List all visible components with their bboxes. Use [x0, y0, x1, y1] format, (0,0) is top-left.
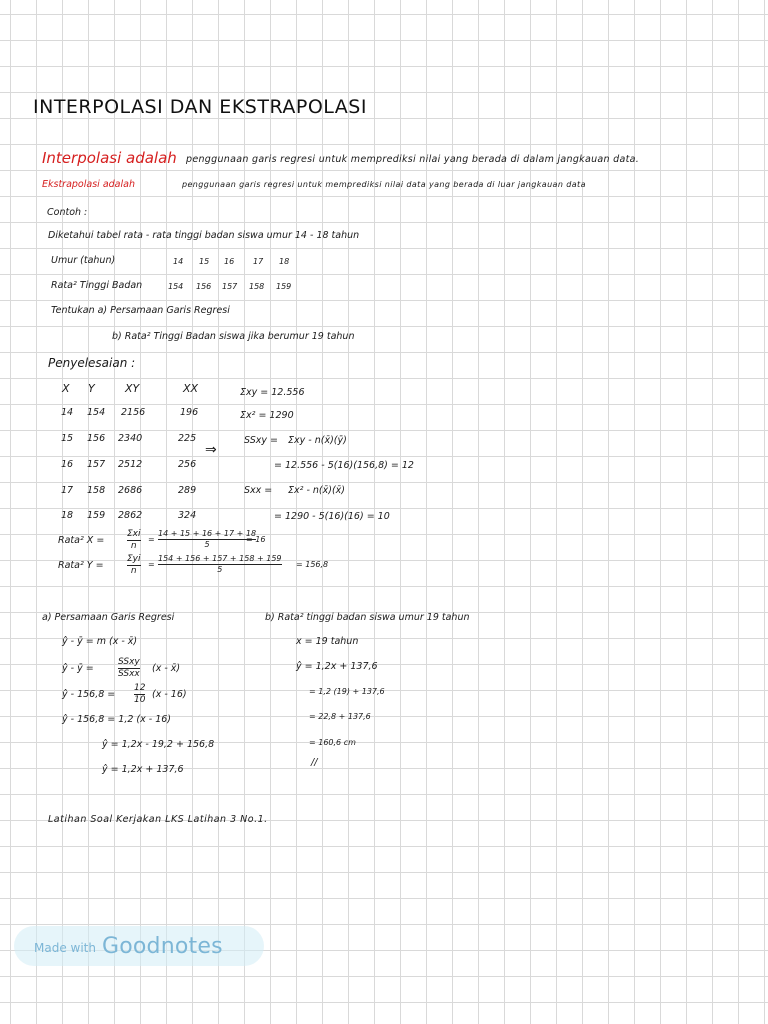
calc-cell: 324: [178, 510, 197, 521]
ssxy-sxx-fraction: [118, 658, 140, 679]
tentukan-a: Tentukan a) Persamaan Garis Regresi: [51, 305, 230, 316]
part-b-line: x = 19 tahun: [296, 636, 359, 647]
calc-cell: 157: [87, 459, 106, 470]
rata-y-result: = 156,8: [296, 560, 329, 569]
calc-cell: 2862: [118, 510, 143, 521]
numerator: 154 + 156 + 157 + 158 + 159: [158, 554, 282, 563]
calc-cell: 2156: [121, 407, 146, 418]
sxx-value: = 1290 - 5(16)(16) = 10: [274, 511, 390, 522]
part-b-line: = 22,8 + 137,6: [309, 712, 371, 721]
penyelesaian-label: Penyelesaian :: [48, 356, 136, 370]
diketahui-text: Diketahui tabel rata - rata tinggi badan siswa umur 14 - 18 tahun: [48, 230, 360, 241]
rata-x-result: = 16: [246, 535, 266, 544]
part-a-line: (x - x̄): [152, 663, 181, 674]
part-b-line: = 160,6 cm: [309, 738, 356, 747]
part-a-line: ŷ - 156,8 = 1,2 (x - 16): [62, 714, 172, 725]
calc-cell: 158: [87, 485, 106, 496]
badge-small-text: Made with: [34, 941, 96, 955]
umur-value: 15: [199, 257, 210, 266]
interpolasi-text: penggunaan garis regresi untuk memprediksi nilai yang berada di dalam jangkauan data.: [186, 154, 640, 165]
tinggi-value: 156: [196, 282, 212, 291]
calc-cell: 156: [87, 433, 106, 444]
tinggi-label: Rata² Tinggi Badan: [51, 280, 143, 291]
denominator: 5: [204, 540, 210, 549]
rata-x-sum-fraction: [158, 530, 256, 549]
calc-header: XX: [183, 382, 199, 395]
implies-arrow: ⇒: [205, 442, 217, 458]
rata-x-fraction: [127, 530, 141, 551]
equals-sign: =: [148, 535, 155, 544]
denominator: n: [130, 541, 137, 551]
part-a-line: ŷ - ȳ = m (x - x̄): [62, 636, 138, 647]
umur-value: 18: [279, 257, 290, 266]
calc-cell: 289: [178, 485, 197, 496]
denominator: 5: [217, 565, 223, 574]
calc-cell: 225: [178, 433, 197, 444]
calc-cell: 16: [61, 459, 74, 470]
part-b-heading: b) Rata² tinggi badan siswa umur 19 tahun: [265, 612, 470, 623]
part-a-line: (x - 16): [152, 689, 187, 700]
numerator: Σxi: [127, 529, 141, 539]
numerator: 12: [134, 683, 146, 693]
denominator: SSxx: [118, 669, 140, 679]
sum-x2: Σx² = 1290: [240, 410, 294, 421]
equals-sign: =: [148, 560, 155, 569]
calc-header: Y: [88, 382, 95, 395]
rata-y-fraction: [127, 555, 141, 576]
latihan-text: Latihan Soal Kerjakan LKS Latihan 3 No.1.: [48, 814, 268, 825]
sxx-label: Sxx =: [244, 485, 273, 496]
rata-x-label: Rata² X =: [58, 535, 105, 546]
page-title: INTERPOLASI DAN EKSTRAPOLASI: [33, 96, 367, 118]
tentukan-b: b) Rata² Tinggi Badan siswa jika berumur 19 tahun: [112, 331, 355, 342]
part-a-line: ŷ - 156,8 =: [62, 689, 116, 700]
numerator: Σyi: [127, 554, 141, 564]
denominator: 10: [134, 695, 146, 705]
slope-fraction: [134, 684, 145, 705]
calc-cell: 159: [87, 510, 106, 521]
goodnotes-badge: [14, 926, 264, 966]
rata-y-label: Rata² Y =: [58, 560, 104, 571]
calc-cell: 154: [87, 407, 106, 418]
tinggi-value: 157: [222, 282, 238, 291]
contoh-label: Contoh :: [47, 207, 88, 218]
calc-cell: 14: [61, 407, 74, 418]
calc-cell: 17: [61, 485, 74, 496]
calc-cell: 256: [178, 459, 197, 470]
numerator: 14 + 15 + 16 + 17 + 18: [158, 529, 257, 538]
ssxy-formula: Σxy - n(x̄)(ȳ): [288, 435, 347, 446]
tinggi-value: 159: [276, 282, 292, 291]
calc-cell: 18: [61, 510, 74, 521]
rata-y-sum-fraction: [158, 555, 282, 574]
umur-value: 16: [224, 257, 235, 266]
part-b-end-mark: //: [311, 757, 318, 768]
calc-cell: 15: [61, 433, 74, 444]
ssxy-value: = 12.556 - 5(16)(156,8) = 12: [274, 460, 414, 471]
numerator: SSxy: [118, 657, 140, 667]
ekstrapolasi-term: Ekstrapolasi adalah: [42, 179, 135, 190]
ekstrapolasi-text: penggunaan garis regresi untuk memprediksi nilai data yang berada di luar jangkauan data: [182, 180, 586, 189]
umur-label: Umur (tahun): [51, 255, 116, 266]
umur-value: 14: [173, 257, 184, 266]
calc-header: XY: [125, 382, 140, 395]
part-b-line: ŷ = 1,2x + 137,6: [296, 661, 378, 672]
part-a-line: ŷ = 1,2x + 137,6: [102, 764, 184, 775]
calc-cell: 2340: [118, 433, 143, 444]
calc-header: X: [62, 382, 70, 395]
badge-logo-text: Goodnotes: [101, 933, 223, 959]
ssxy-label: SSxy =: [244, 435, 278, 446]
sxx-formula: Σx² - n(x̄)(x̄): [288, 485, 345, 496]
calc-cell: 196: [180, 407, 199, 418]
sum-xy: Σxy = 12.556: [240, 387, 305, 398]
tinggi-value: 158: [249, 282, 265, 291]
part-b-line: = 1,2 (19) + 137,6: [309, 687, 385, 696]
umur-value: 17: [253, 257, 264, 266]
interpolasi-term: Interpolasi adalah: [42, 149, 177, 167]
part-a-heading: a) Persamaan Garis Regresi: [42, 612, 175, 623]
denominator: n: [130, 566, 137, 576]
calc-cell: 2686: [118, 485, 143, 496]
part-a-line: ŷ = 1,2x - 19,2 + 156,8: [102, 739, 215, 750]
tinggi-value: 154: [168, 282, 184, 291]
part-a-line: ŷ - ȳ =: [62, 663, 94, 674]
calc-cell: 2512: [118, 459, 143, 470]
